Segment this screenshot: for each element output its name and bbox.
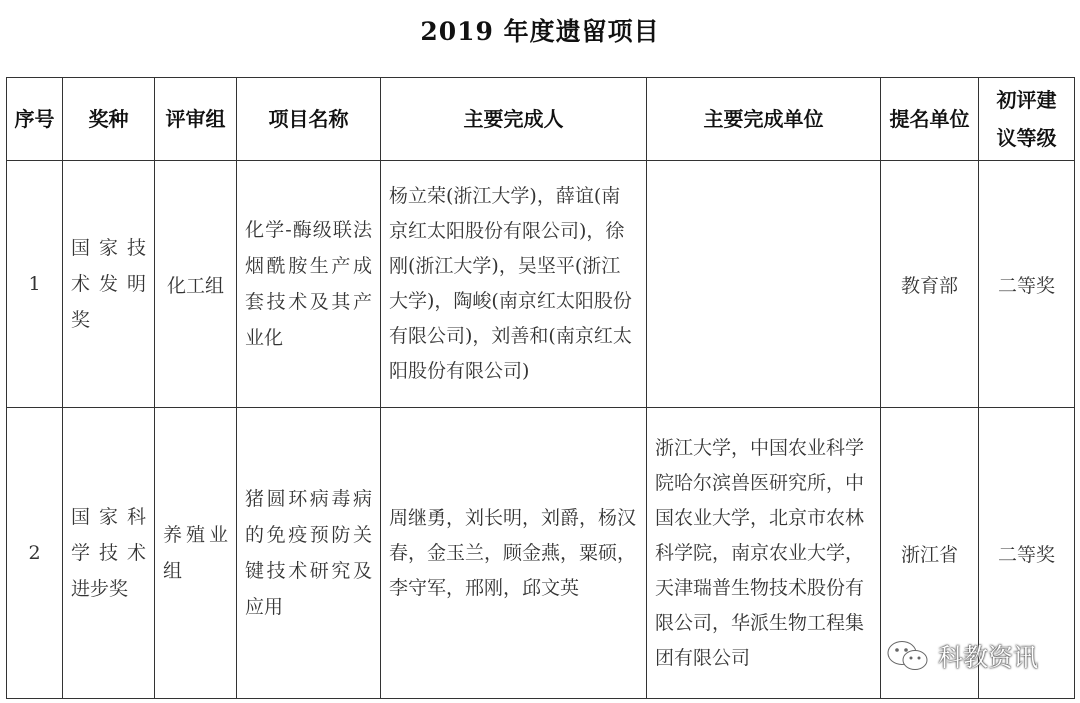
header-award-type: 奖种 [63,78,155,161]
header-review-group: 评审组 [155,78,237,161]
cell-review-group: 化工组 [155,161,237,408]
wechat-icon [886,639,930,673]
cell-award-type: 国家技术发明奖 [63,161,155,408]
header-grade [979,78,1075,161]
header-project-name: 项目名称 [237,78,381,161]
cell-nominator: 浙江省 [881,408,979,699]
watermark-text: 科教资讯 [938,643,1039,672]
cell-index: 1 [7,161,63,408]
cell-award-type: 国家科学技术进步奖 [63,408,155,699]
cell-review-group: 养殖业组 [155,408,237,699]
watermark [886,636,1038,676]
page-title: 2019 年度遗留项目 [420,17,660,46]
table-header-row [7,78,1075,161]
cell-project-name: 猪圆环病毒病的免疫预防关键技术研究及应用 [237,408,381,699]
cell-nominator: 教育部 [881,161,979,408]
cell-project-name: 化学-酶级联法烟酰胺生产成套技术及其产业化 [237,161,381,408]
award-table [6,77,1075,699]
header-index: 序号 [7,78,63,161]
header-grade-line2: 议等级 [996,126,1057,150]
header-main-units: 主要完成单位 [647,78,881,161]
cell-grade: 二等奖 [979,161,1075,408]
cell-main-people: 杨立荣(浙江大学)，薛谊(南京红太阳股份有限公司)，徐刚(浙江大学)，吴坚平(浙江大学)，陶峻(南京红太阳股份有限公司)，刘善和(南京红太阳股份有限公司) [381,161,647,408]
table-row [7,161,1075,408]
cell-main-units: 浙江大学，中国农业科学院哈尔滨兽医研究所，中国农业大学，北京市农林科学院，南京农业大学，天津瑞普生物技术股份有限公司，华派生物工程集团有限公司 [647,408,881,699]
cell-grade: 二等奖 [979,408,1075,699]
header-grade-line1: 初评建 [996,88,1057,112]
header-main-people: 主要完成人 [381,78,647,161]
cell-index: 2 [7,408,63,699]
header-nominator: 提名单位 [881,78,979,161]
cell-main-units [647,161,881,408]
cell-main-people: 周继勇，刘长明，刘爵，杨汉春，金玉兰，顾金燕，粟硕，李守军，邢刚，邱文英 [381,408,647,699]
